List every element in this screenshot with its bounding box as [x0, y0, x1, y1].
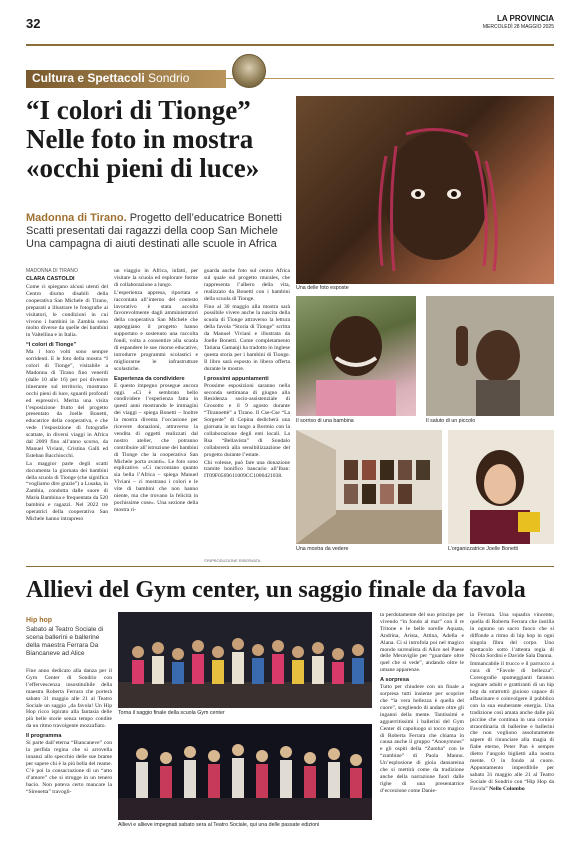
masthead: [483, 14, 554, 30]
laurel-emblem-icon: [232, 54, 266, 88]
photo-gym-bottom: [118, 724, 372, 820]
caption-gym-top: Torna il saggio finale della scuola Gym center: [118, 710, 225, 716]
organizer-portrait-illustration: [448, 430, 554, 544]
article2-col3-p2: [470, 661, 554, 792]
article1-col2-p2: L’esperienza appresa, riportata e raccontata all’interno del contesto lavorativo è stata accolta favorevolmente dagli amministratori della cooperativa San Michele che appoggiano il progetto hanno supportato e sostenuto una raccolta fondi, volta a consentire alla scuola di espandere le sue risorse educative, introdurre programmi scolastici e migliorarne le infrastrutture scolastiche.: [114, 289, 198, 372]
photo-girl: [296, 296, 416, 416]
article1-col2: [114, 268, 198, 564]
section-banner: [26, 70, 554, 88]
dancers-stage-illustration: [118, 724, 372, 820]
page-header: [26, 14, 554, 44]
article1-col3-p3: Prossime esposizioni saranno nella seconda settimana di giugno alla Residenza socio-assistenziale di Grosotto e il 9 agosto durante “Tirannettè” a Tirano. Il Cse-Cse “La Sorgente” di Cepina dedicherà una giornata in un luogo a Bormio con la collaborazione degli enti locali. La Rsa “Bellavista” di Sondalo collaborerà alla sensibilizzazione del progetto durante l’estate.: [204, 382, 290, 458]
article1-col3-p4: Chi volesse, può fare una donazione tramite bonifico bancario all’Iban: IT09F0569611009CC1000421038.: [204, 459, 290, 480]
article1-col1-p1: Come ci spiegano alcuni utenti del Centro diurno disabili della cooperativa San Michele di Tirano, preparati a illustrare le fotografie ai visitatori, le condizioni in cui vivono i bambini in Zambia sono molto diverse da quelle dei bambini in Valtellina e in Italia.: [26, 284, 108, 339]
article2-col2-subhead: A sorpresa: [380, 677, 410, 684]
article1-col3: [204, 268, 290, 558]
article2-kicker: Hip hop: [26, 617, 53, 624]
photo-gym-top: [118, 612, 372, 708]
header-rule: [26, 44, 554, 46]
girl-portrait-illustration: [296, 296, 416, 416]
masthead-title: LA PROVINCIA: [496, 14, 554, 23]
article1-deck-text: Progetto dell’educatrice Bonetti Scatti presentati dai ragazzi della coop San Michele Una campagna di aiuti destinati alle scuole in Africa: [26, 212, 282, 250]
article2-signature: Nello Colombo: [489, 785, 525, 792]
article-divider: [26, 566, 554, 567]
article2-col3: [470, 612, 554, 838]
photo-organizer: [448, 430, 554, 544]
article2-col1: [26, 668, 112, 838]
article2-col1-subhead: Il programma: [26, 733, 62, 740]
photo-exhibit: [296, 430, 442, 544]
article1-col3-subhead: I prossimi appuntamenti: [204, 375, 269, 382]
caption-organizer: L’organizzatrice Joelle Bonetti: [448, 546, 519, 552]
article1-title: “I colori di Tionge” Nelle foto in mostra «occhi pieni di luce»: [26, 95, 260, 183]
child-portrait-illustration: [296, 96, 554, 284]
article1-col3-p2: Fino al 30 maggio alla mostra sarà possibile vivere anche la nascita della scuola di Tionge attraverso la lettura della favola “Storia di Tionge” scritta da Manuel Viviani e illustrata da Joelle Bonetti. Come completamento Tatiana Gamanji ha tradotto in inglese questa storia per i bambini di Tionge. Il libro sarà esposto in libera offerta durante le mostre.: [204, 303, 290, 372]
masthead-date: MERCOLEDÌ 28 MAGGIO 2025: [482, 24, 554, 30]
article1-deck: [26, 212, 294, 251]
boy-portrait-illustration: [426, 296, 554, 416]
caption-boy: Il saluto di un piccolo: [426, 418, 476, 424]
article2-col1-p1: Fine anno dedicato alla danza per il Gym Center di Sondrio con l’effervescenza insostituibile della maestra Roberta Ferrara che porterà sabato 31 maggio alle 21 al Teatro Sociale un saggio „da favola! Un Hip Hop ricco ispirato alla fantasia delle più belle storie senza tempo condite da un ritmo travolgente mozzafiato.: [26, 668, 112, 730]
article2-col1-p2: Si parte dall’eterna “Biancaneve” con la perfida regina che si arrovella innanzi allo specchio delle sue brame per sapere chi è la più bella del reame. C’è poi la consacrazione di un “atto d’amore” che si strugge in un tenero bacio. Non poteva certo mancare la “Sirenetta” travogli-: [26, 740, 112, 795]
article1-author: CLARA CASTOLDI: [26, 276, 75, 282]
article2-col2-p2: Tutto per chiudere con un finale a sorpresa tutti insieme per scoprire che “la vera bellezza è quella del cuore”, scegliendo di andare oltre gli inganni della mente. Tantissimi e agguerritissimi i ballerini del Gym Center di capoluogo si tocco magico di Roberta Ferrara che chiama in causa anche il gruppo “Anonymous” e gli ospiti della “Zumba” con le “zumbine” di Paola Mannu. Un’esplosione di gioia dansareina che si mettirà come da tradizione anche della narrazione fuori dalle righe di una presentatrice d’eccezione come Danie-: [380, 684, 464, 794]
article1-col3-p1: guarda anche foto sul centro Africa sul quale sul progetto murales, che rappresenta l’albero della vita, realizzato da Bonetti con i bambini della scuola di Tionge.: [204, 268, 290, 302]
caption-exhibit: Una mostra da vedere: [296, 546, 349, 552]
article2-col2: [380, 612, 464, 838]
exhibit-room-illustration: [296, 430, 442, 544]
article2-deck: Sabato al Teatro Sociale di scena ballerini e ballerine della maestra Ferrara Da Biancaneve ad Alice: [26, 626, 104, 657]
section-label: [32, 71, 189, 85]
section-line: [226, 78, 554, 79]
caption-girl: Il sorriso di una bambina: [296, 418, 354, 424]
article1-col1-p3: La maggior parte degli scatti documenta la giornata dei bambini della scuola di Tionge (che significa “vogliamo dire grazie”) a Lusaka, in Zambia, condotta dalle suore di Maria Bambina e frequentata da 520 bambini e ragazzi. Nel 2022 tre operatrici della cooperativa San Michele hanno intrapreso: [26, 460, 108, 522]
article1-dateline: MADONNA DI TIRANO: [26, 268, 78, 274]
page-number: 32: [26, 16, 41, 31]
caption-main-photo: Una delle foto esposte: [296, 285, 349, 291]
article2-col3-p1: la Ferrara. Una squadra vincente, quella di Roberta Ferrara che instilla in ognuno un sacro fuoco che si diffonde a ritmo di hip hop in ogni singola fibra del corpo. Uno spettacolo sotto l’attenta regia di Nicola Sordini e Davide Sala Danna.: [470, 612, 554, 660]
article1-deck-place: Madonna di Tirano.: [26, 212, 127, 224]
article1-col1-p2: Ma i loro volti sono sempre sorridenti. E le foto della mostra “I colori di Tionge”, visitabile a Madonna di Tirano fino venerdì (dalle 10 alle 16) per poi divenire itinerante sul territorio, mostrano occhi pieni di luce, sguardi profondi ed espressivi. Merita una visita l’esposizione frutto del progetto presentato da Joelle Bonetti, educatrice della cooperativa, e che vede l’esposizione di fotografie scattate, in diversi viaggi in Africa dal 2009 fino all’anno scorso, da Manuel Viviani, Cristina Galli ed Esteban Bacchiocchi.: [26, 349, 108, 459]
dancers-group-illustration: [118, 612, 372, 708]
article1-col2-p1: un viaggio in Africa, infatti, per visitare la scuola ed esplorare forme di collaborazione a lungo.: [114, 268, 198, 288]
article2-title: Allievi del Gym center, un saggio finale da favola: [26, 577, 526, 603]
article1-col2-subhead: Esperienza da condividere: [114, 375, 185, 382]
section-place: Sondrio: [148, 71, 190, 85]
photo-main-child: [296, 96, 554, 284]
section-name: Cultura e Spettacoli: [32, 71, 145, 85]
article1-col1: [26, 284, 108, 564]
article1-col2-p3: E questo impegno prosegue ancora oggi. «Ci è sembrato bello condividere l’esperienza fatta in questi anni mostrando le immagini dei viaggi – spiega Bonetti – Inoltre la mostra diventa l’occasione per ricevere donazioni, attraverso la vendita di oggetti realizzati dal nostro atelier, che potranno contribuire all’istruzione dei bambini di Tionge che la cooperativa San Michele porta avanti». Le foto sono esplicative. «Ci raccontano quanto sia bella l’Africa – spiega Manuel Viviani – ci mostrano i colori e le vite di bambini che non hanno niente, ma che trovano la felicità in pochissime cose». Una sezione della mostra ri-: [114, 382, 198, 513]
article1-rights: ©RIPRODUZIONE RISERVATA: [204, 558, 261, 563]
photo-boy: [426, 296, 554, 416]
article1-col1-subhead: “I colori di Tionge”: [26, 342, 77, 349]
caption-gym-bottom: Allievi e allieve impegnati sabato sera al Teatro Sociale, qui una delle passate edizioni: [118, 822, 320, 828]
article2-col2-p1: ta perdutamente del suo principe per vivendo “in fondo al mar” con il re Tritone e le belle sorelle Aquata, Andrina, Arista, Attina, Adella e Alana. Ci si intrufola poi nel magico mondo surrealista di Alice nel Paese delle Meraviglie per “guardare oltre quel che si vede”, andando oltre le umane apparenze.: [380, 612, 464, 674]
article2-col3-p2-text: Immancabile il trucco e il parrucco a cura di “Favole di bellezza”. Coreografie spumeggianti faranno sognare adulti e grattiranti di un hip hop da stratrottò gioioso capace di affascinare e coinvolgere il pubblico con la sua esuberante energia. Una tradizione così amata anche dalle più piccine che continua in una cornice straordinaria di ballerine e ballerini che non vogliono assolutamente sapere di rinunciare alla magia di fiabe eterne, Peter Pan è sempre dietro l’angolo biglietti alla nostra mente. O in fondo al cuore. Appuntamento imperdibile per sabato 31 maggio alle 21 al Teatro Sociale di Sondrio con “Hip Hop da Favola”: [470, 661, 554, 792]
